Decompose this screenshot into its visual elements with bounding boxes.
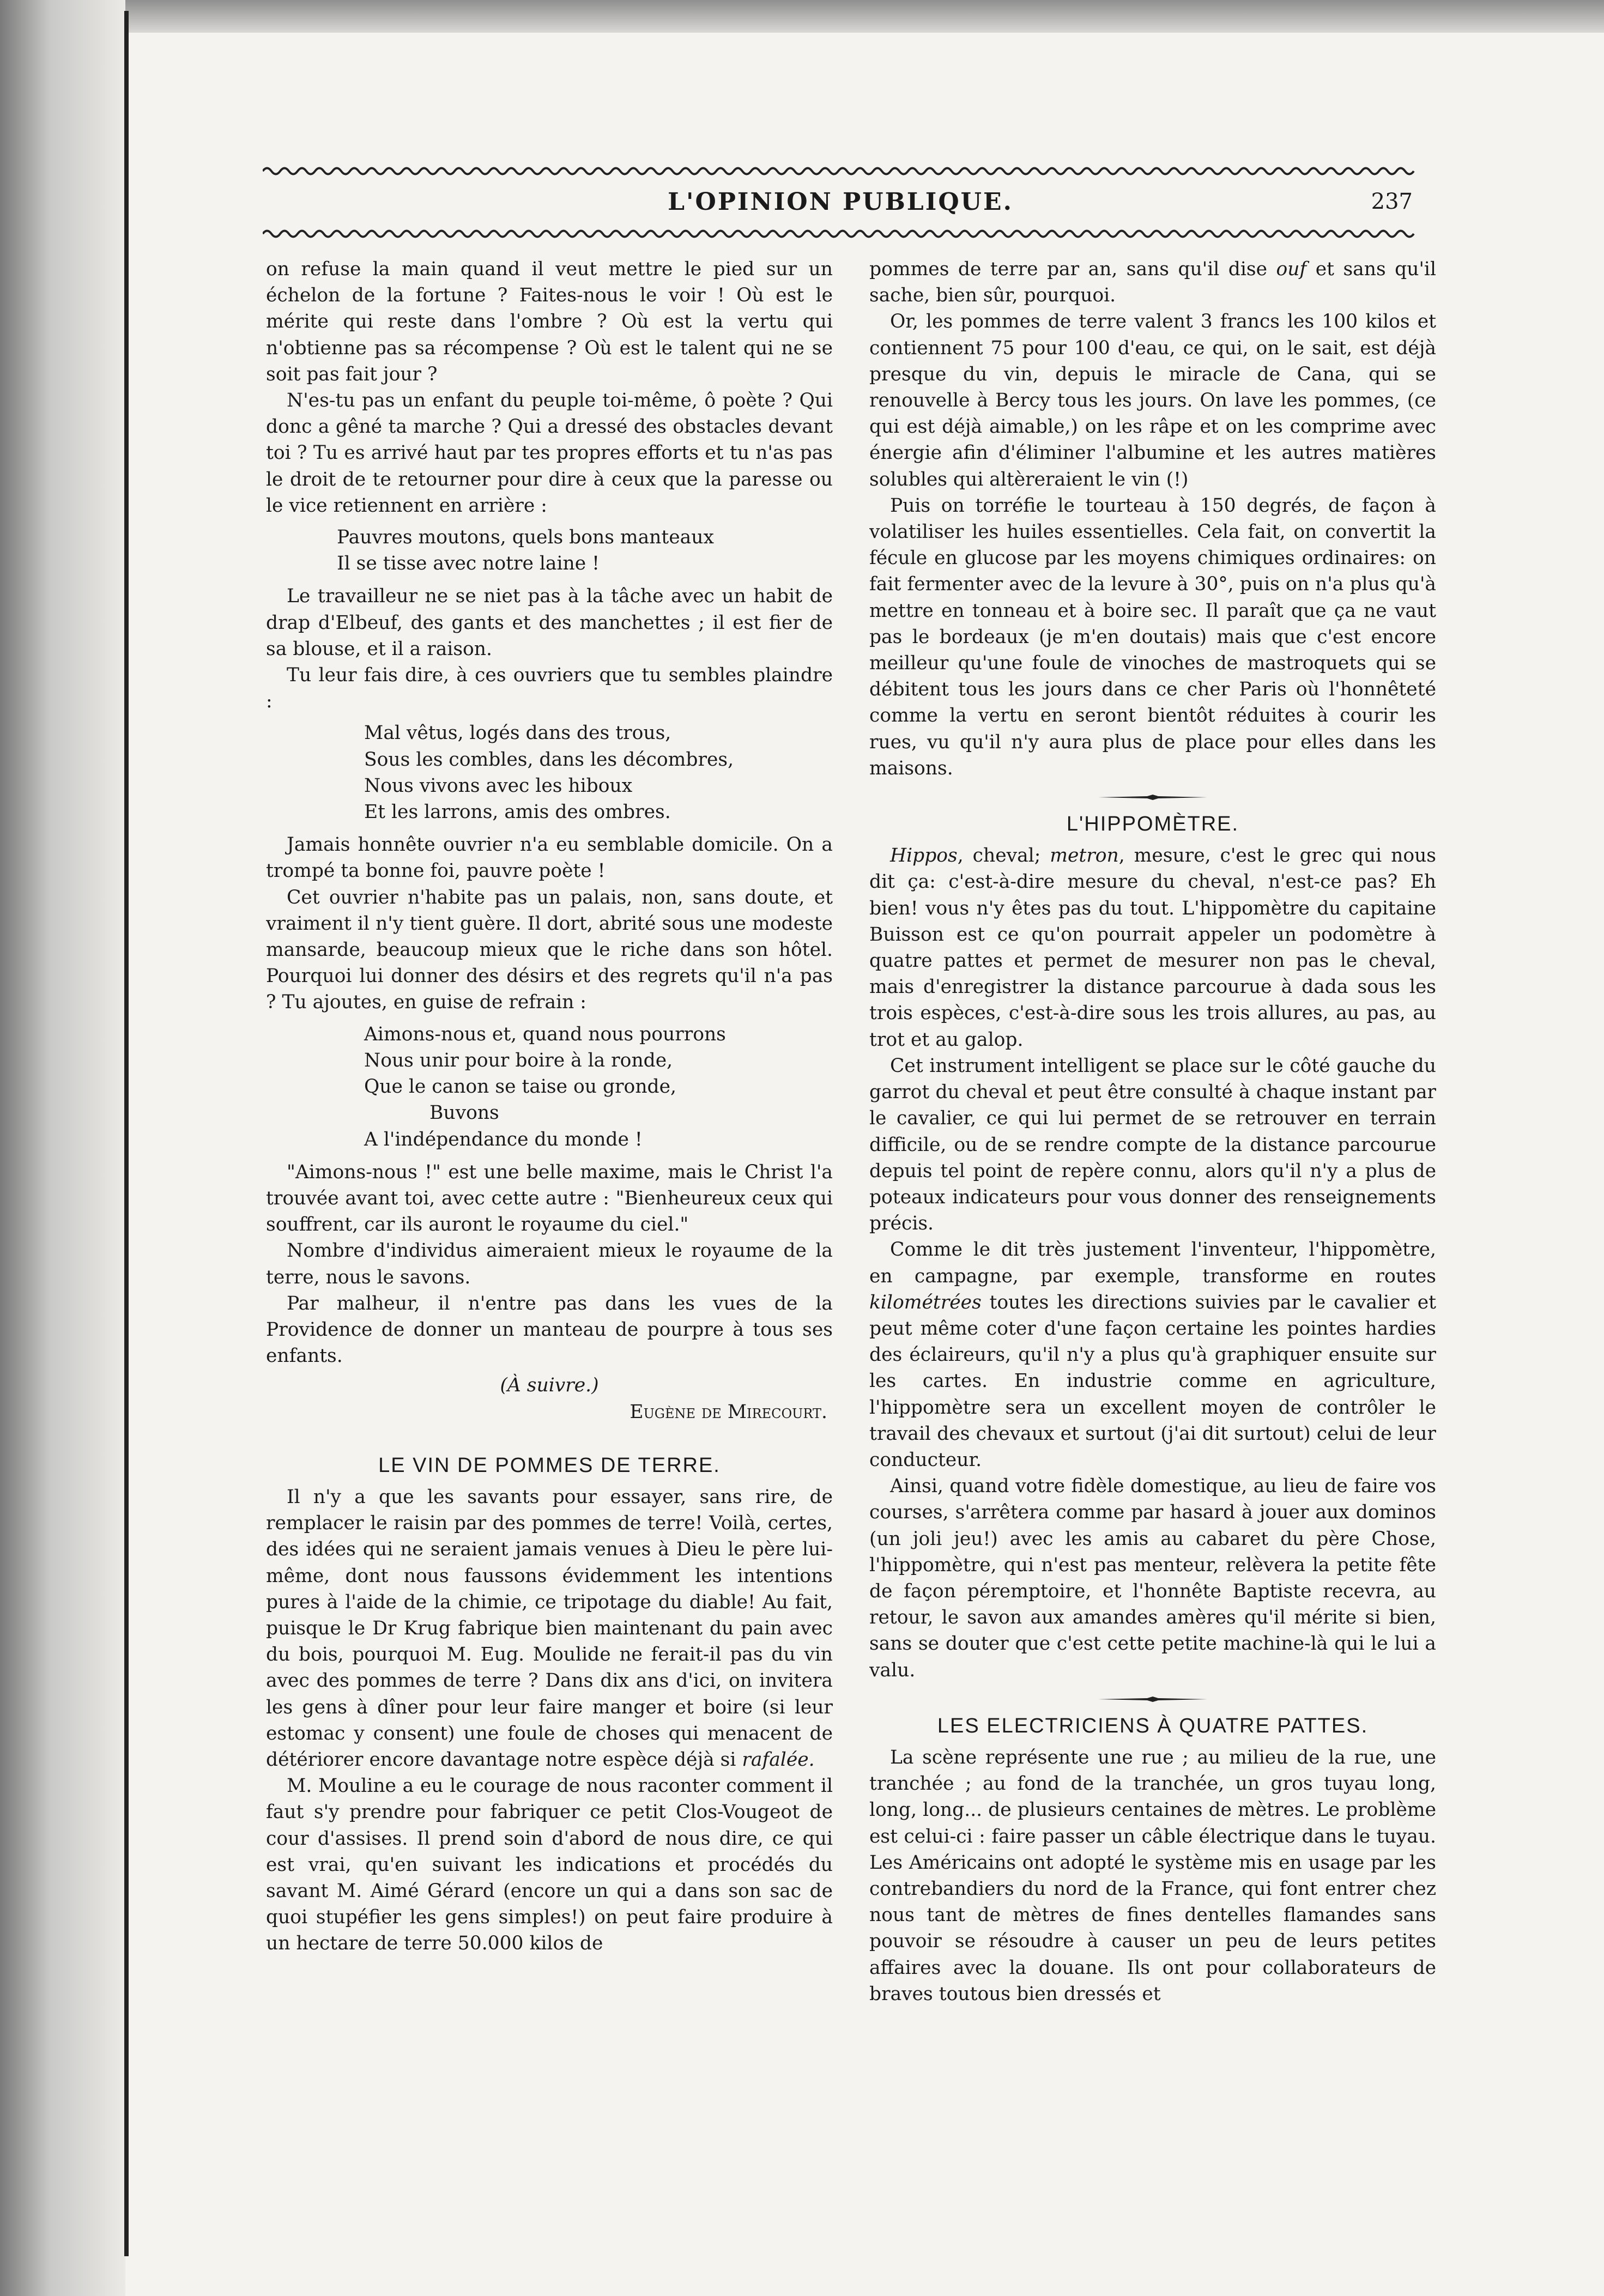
journal-title: L'OPINION PUBLIQUE. — [668, 188, 1013, 216]
paragraph: Le travailleur ne se niet pas à la tâche avec un habit de drap d'Elbeuf, des gants et des manchettes ; il est fier de sa blouse, et il a raison. — [266, 585, 833, 660]
verse-line: Sous les combles, dans les décombres, — [364, 748, 734, 771]
paragraph-text: , mesure, c'est le grec qui nous dit ça: c'est-à-dire mesure du cheval, n'est-ce pas? Eh bien! vous n'y êtes pas du tout. L'hippomètre du capitaine Buisson est ce qu'on pourrait appeler un podomètre à quatre pattes et permet de mesurer non pas le cheval, mais d'enregistrer la distance parcourue à dada sous les trois espèces, c'est-à-dire sous les trois allures, au pas, au trot et au galop. — [869, 845, 1436, 1051]
paragraph-text: et sans qu'il sache, bien sûr, pourquoi. — [869, 258, 1436, 307]
emphasis: rafalée. — [742, 1748, 815, 1771]
paragraph: Ainsi, quand votre fidèle domestique, au lieu de faire vos courses, s'arrêtera comme par hasard à jouer aux dominos (un joli jeu!) avec les amis au cabaret du père Chose, l'hippomètre, qui n'est pas menteur, relèvera la petite fête de façon péremptoire, et l'honnête Baptiste recevra, au retour, le savon aux amandes amères qu'il mérite si bien, sans se douter que c'est cette petite machine-là qui le lui a valu. — [869, 1475, 1436, 1681]
wavy-rule-bottom — [263, 228, 1418, 240]
verse-line: Buvons — [429, 1102, 499, 1124]
verse-quote — [266, 524, 833, 577]
verse-line: Nous vivons avec les hiboux — [364, 774, 633, 797]
paragraph-text: Il n'y a que les savants pour essayer, sans rire, de remplacer le raisin par des pommes de terre! Voilà, certes, des idées qui ne seraient jamais venues à Dieu le père lui-même, dont nous faussons évidemment les intentions pures à l'aide de la chimie, ce tripotage du diable! Au fait, puisque le Dr Krug fabrique bien maintenant du pain avec du bois, pourquoi M. Eug. Moulide ne ferait-il pas du vin avec des pommes de terre ? Dans dix ans d'ici, on invitera les gens à dîner pour leur faire manger et boire (si leur estomac y consent) une foule de choses qui menacent de détériorer encore davantage notre espèce déjà si — [266, 1486, 833, 1771]
verse-line: Il se tisse avec notre laine ! — [337, 553, 600, 575]
section-title-vin: LE VIN DE POMMES DE TERRE. — [378, 1453, 721, 1477]
paragraph — [869, 843, 1436, 1053]
paragraph-text: toutes les directions suivies par le cavalier et peut même coter d'une façon certaine les pointes hardies des éclaireurs, qu'il n'y a plus qu'à graphiquer ensuite sur les cartes. En industrie comme en agriculture, l'hippomètre sera un excellent moyen de contrôler le travail des chevaux et surtout (j'ai dit surtout) celui de leur conducteur. — [869, 1291, 1436, 1471]
paragraph: Or, les pommes de terre valent 3 francs les 100 kilos et contiennent 75 pour 100 d'eau, ce qui, on le sait, est déjà presque du vin, depuis le miracle de Cana, qui se renouvelle à Bercy tous les jours. On lave les pommes, (ce qui est déjà aimable,) on les râpe et on les comprime avec énergie afin d'éliminer l'albumine et les autres matières solubles qui altèreraient le vin (!) — [869, 311, 1436, 490]
paragraph: Nombre d'individus aimeraient mieux le royaume de la terre, nous le savons. — [266, 1240, 833, 1288]
paragraph — [869, 256, 1436, 308]
verse-line: Et les larrons, amis des ombres. — [364, 801, 671, 823]
paragraph-text: pommes de terre par an, sans qu'il dise — [869, 258, 1268, 280]
paragraph: N'es-tu pas un enfant du peuple toi-même, ô poète ? Qui donc a gêné ta marche ? Qui a dressé des obstacles devant toi ? Tu es arrivé haut par tes propres efforts et tu n'as pas le droit de te retourner pour dire à ceux que la paresse ou le vice retiennent en arrière : — [266, 390, 833, 517]
paragraph — [869, 1237, 1436, 1473]
verse-line: Mal vêtus, logés dans des trous, — [364, 722, 671, 744]
section-title-electriciens: LES ELECTRICIENS À QUATRE PATTES. — [937, 1714, 1369, 1737]
section-divider — [1098, 1697, 1207, 1702]
paragraph: Tu leur fais dire, à ces ouvriers que tu sembles plaindre : — [266, 664, 833, 713]
paragraph: Cet ouvrier n'habite pas un palais, non, sans doute, et vraiment il n'y tient guère. Il dort, abrité sous une modeste mansarde, beaucoup mieux que le riche dans son hôtel. Pourquoi lui donner des désirs et des regrets qu'il n'a pas ? Tu ajoutes, en guise de refrain : — [266, 886, 833, 1014]
scan-top-shadow — [0, 0, 1604, 33]
paragraph-text: Comme le dit très justement l'inventeur, l'hippomètre, en campagne, par exemple, transforme en routes — [869, 1239, 1436, 1287]
verse-line: A l'indépendance du monde ! — [364, 1128, 643, 1150]
author-signature: Eugène de Mirecourt. — [630, 1401, 827, 1423]
paragraph: M. Mouline a eu le courage de nous raconter comment il faut s'y prendre pour fabriquer ce petit Clos-Vougeot de cour d'assises. Il prend soin d'abord de nous dire, ce qui est vrai, qu'en suivant les indications et procédés du savant M. Aimé Gérard (encore un qui a dans son sac de quoi stupéfier les gens simples!) on peut faire produire à un hectare de terre 50.000 kilos de — [266, 1775, 833, 1955]
verse-quote — [266, 720, 833, 825]
paragraph: Par malheur, il n'entre pas dans les vues de la Providence de donner un manteau de pourpre à tous ses enfants. — [266, 1292, 833, 1367]
paragraph — [266, 1484, 833, 1773]
paragraph: "Aimons-nous !" est une belle maxime, mais le Christ l'a trouvée avant toi, avec cette autre : "Bienheureux ceux qui souffrent, car ils auront le royaume du ciel." — [266, 1161, 833, 1236]
section-divider — [1098, 795, 1207, 800]
emphasis: metron — [1050, 845, 1119, 867]
left-column — [266, 256, 833, 2273]
right-column — [869, 256, 1436, 2273]
page-number: 237 — [1371, 189, 1413, 214]
page-header — [263, 165, 1418, 241]
paragraph: Jamais honnête ouvrier n'a eu semblable domicile. On a trompé ta bonne foi, pauvre poète ! — [266, 834, 833, 882]
verse-line: Pauvres moutons, quels bons manteaux — [337, 526, 714, 549]
section-title-hippometre: L'HIPPOMÈTRE. — [1066, 813, 1239, 836]
paragraph: on refuse la main quand il veut mettre le pied sur un échelon de la fortune ? Faites-nous le voir ! Où est le mérite qui reste dans l'ombre ? Où est la vertu qui n'obtienne pas sa récompense ? Où est le talent qui ne se soit pas fait jour ? — [266, 258, 833, 385]
paragraph: Cet instrument intelligent se place sur le côté gauche du garrot du cheval et peut être consulté à chaque instant par le cavalier, ce qui lui permet de se retrouver en terrain difficile, ou de se rendre compte de la distance parcourue depuis tel point de repère connu, alors qu'il n'y a plus de poteaux indicateurs pour vous donner des renseignements précis. — [869, 1055, 1436, 1235]
paragraph: La scène représente une rue ; au milieu de la rue, une tranchée ; au fond de la tranchée, un gros tuyau long, long, long... de plusieurs centaines de mètres. Le problème est celui-ci : faire passer un câble électrique dans le tuyau. Les Américains ont adopté le système mis en usage par les contrebandiers du nord de la France, qui font entrer chez nous tant de mètres de fines dentelles flamandes sans pouvoir se résoudre à causer un peu de leurs petites affaires avec la douane. Ils ont pour collaborateurs de braves toutous bien dressés et — [869, 1746, 1436, 2005]
verse-line: Nous unir pour boire à la ronde, — [364, 1049, 673, 1071]
paragraph-text: , cheval; — [957, 845, 1041, 867]
wavy-rule-top — [263, 165, 1418, 177]
paragraph: Puis on torréfie le tourteau à 150 degrés, de façon à volatiliser les huiles essentielles. Cela fait, on convertit la fécule en glucose par les moyens chimiques ordinaires: on fait fermenter avec de la levure à 30°, puis on n'a plus qu'à mettre en tonneau et à boire sec. Il paraît que ça ne vaut pas le bordeaux (je m'en doutais) mais que c'est encore meilleur qu'une foule de vinoches de mastroquets qui se débitent tous les jours dans ce cher Paris où l'honnêteté comme la vertu en seront bientôt réduites à courir les rues, vu qu'il n'y aura plus de place pour elles dans les maisons. — [869, 494, 1436, 779]
emphasis: ouf — [1276, 258, 1307, 280]
verse-line: Que le canon se taise ou gronde, — [364, 1076, 677, 1098]
binding-line — [124, 11, 129, 2256]
verse-quote — [266, 1021, 833, 1153]
emphasis: kilométrées — [869, 1291, 982, 1313]
emphasis: Hippos — [890, 845, 958, 867]
scan-left-margin — [0, 0, 125, 2296]
verse-line: Aimons-nous et, quand nous pourrons — [364, 1023, 726, 1045]
to-be-continued: (À suivre.) — [500, 1374, 599, 1397]
